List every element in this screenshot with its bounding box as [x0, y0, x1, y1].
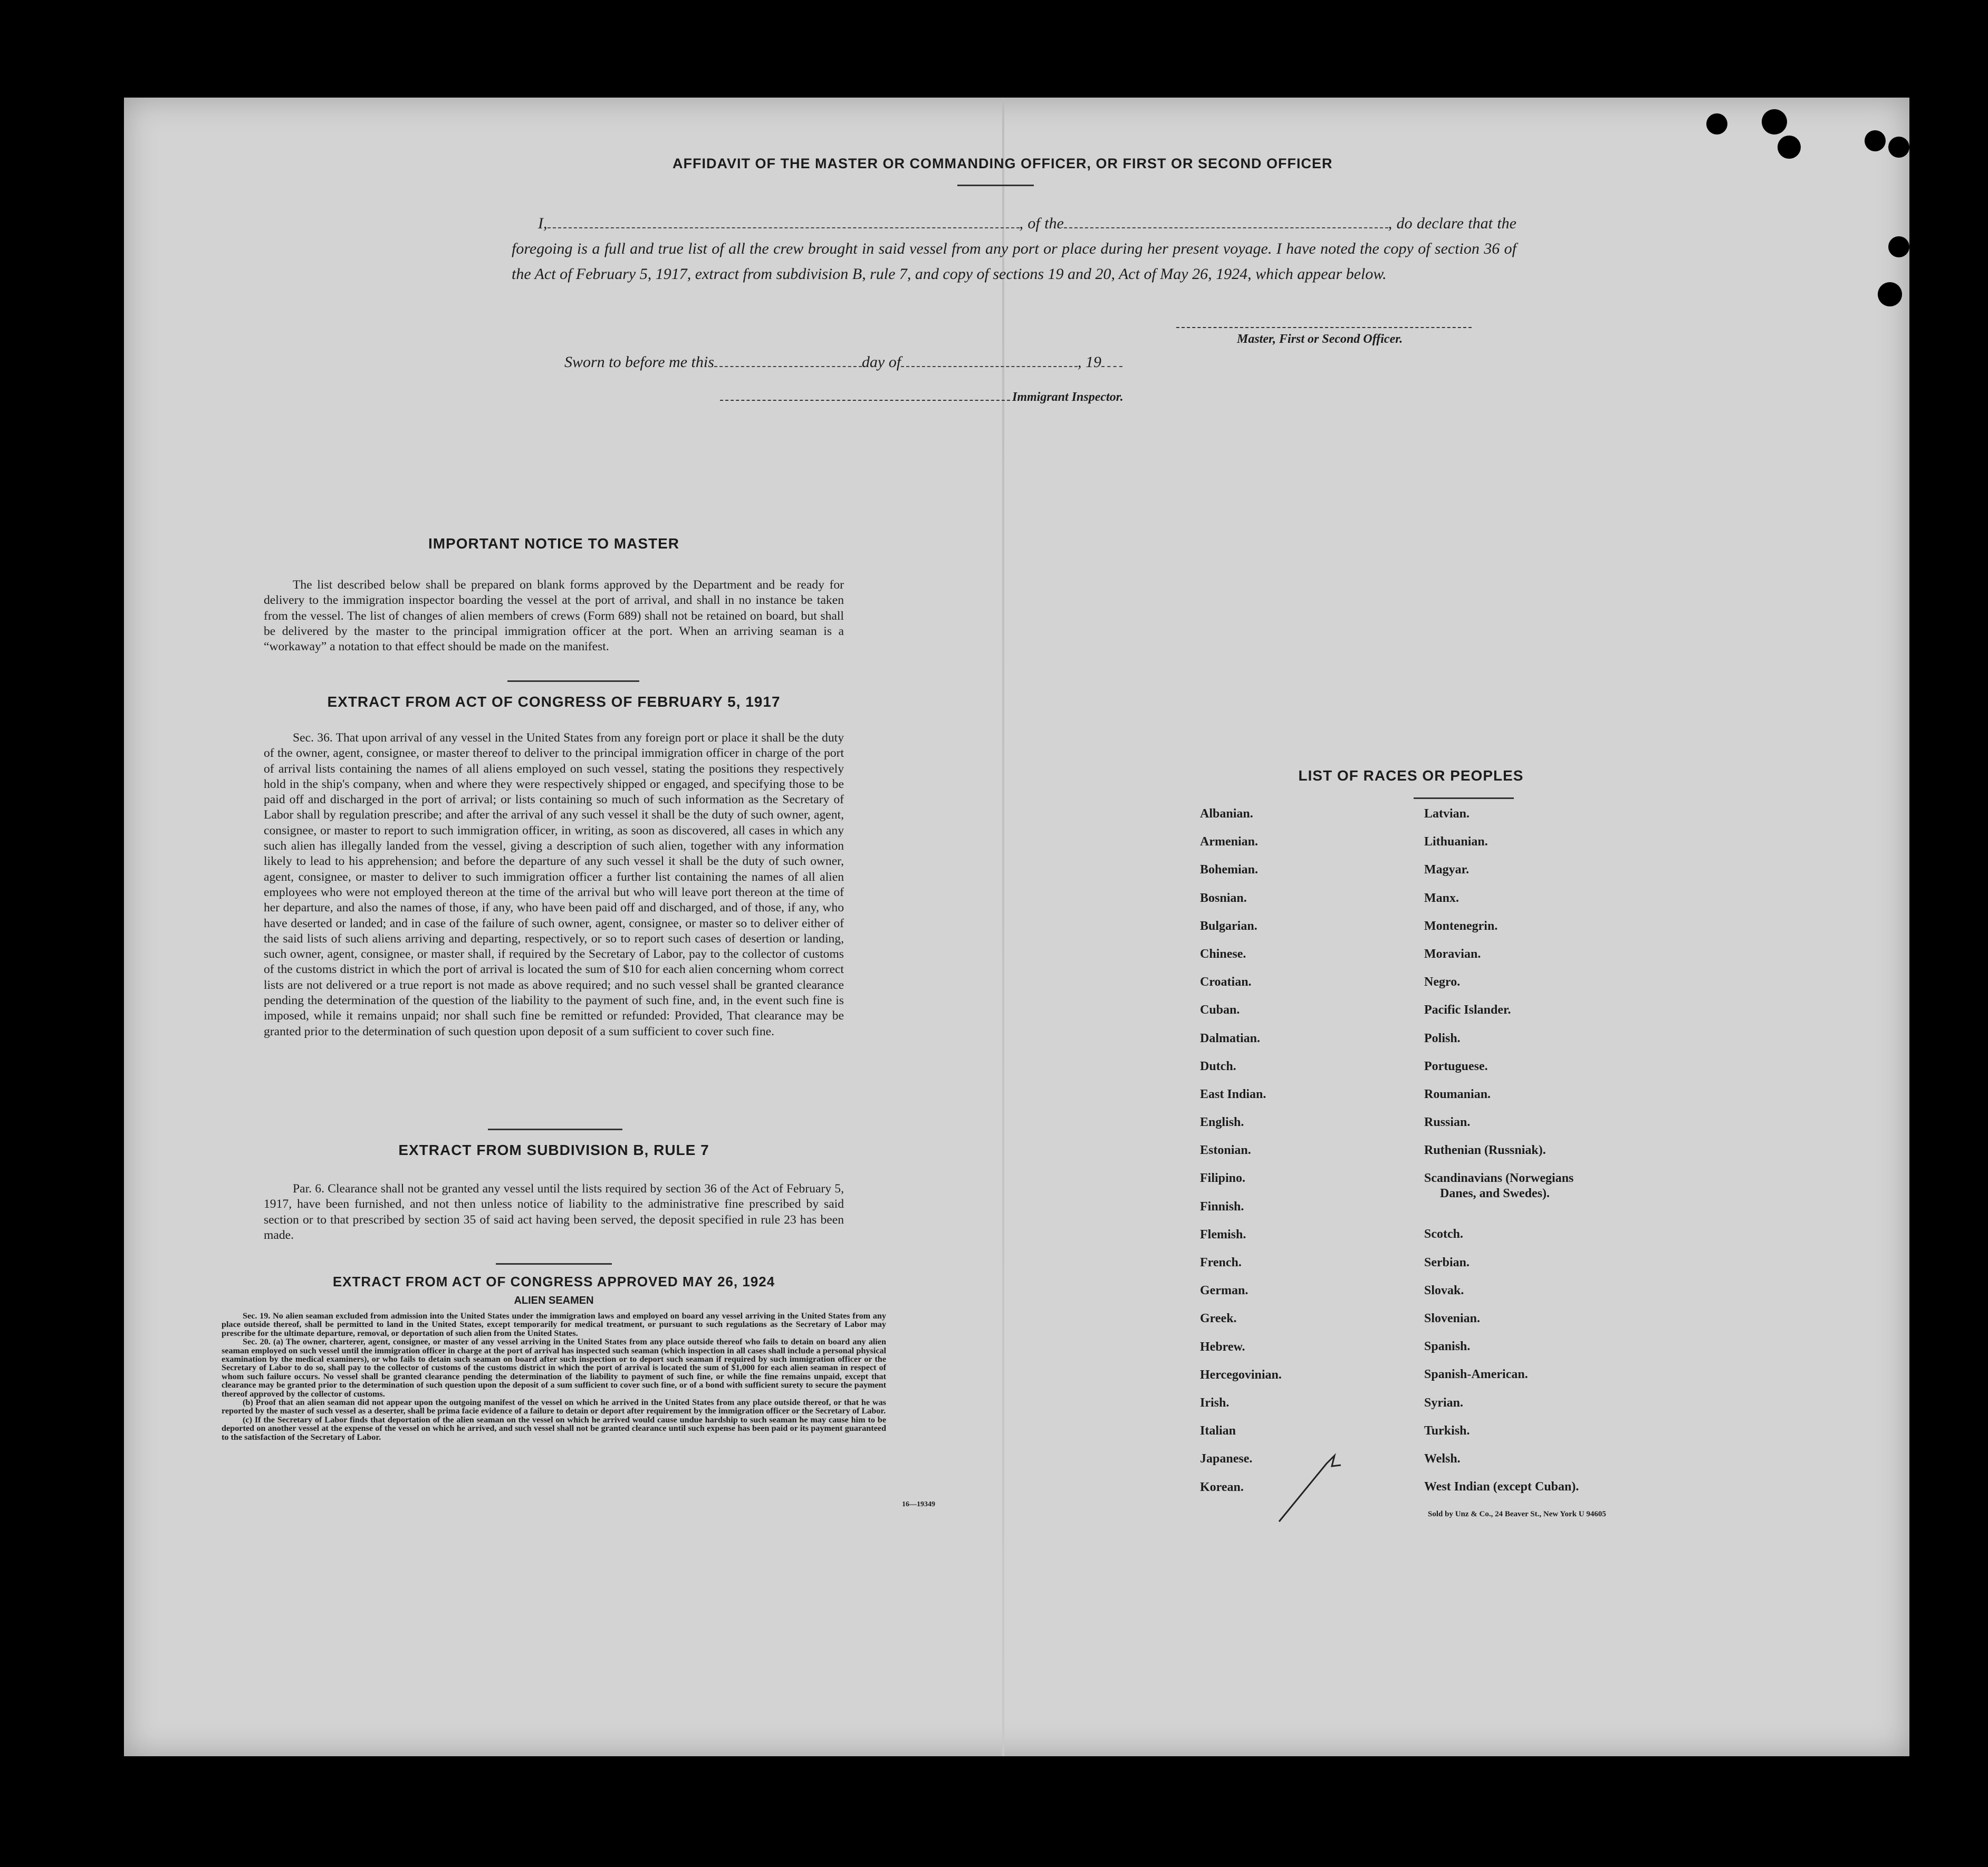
- race-item: Irish.: [1200, 1396, 1230, 1410]
- pen-mark: [1276, 1435, 1350, 1524]
- race-item: French.: [1200, 1256, 1242, 1269]
- punch-hole: [1947, 1179, 1973, 1204]
- name-field[interactable]: [548, 216, 1020, 228]
- section-rule: [488, 1129, 622, 1130]
- rule7-body: Par. 6. Clearance shall not be granted any vessel until the lists required by section 36 of the Act of February 5, 1917, have been furnished, and not then unless notice of liability to the administrative fine prescribed by said section or to that prescribed by section 35 of said act having been served, the deposit specified in rule 23 has been made.: [264, 1182, 844, 1242]
- race-item: Bosnian.: [1200, 891, 1247, 905]
- year-prefix: , 19: [1078, 353, 1102, 371]
- race-item: Danes, and Swedes).: [1440, 1187, 1550, 1201]
- notice-title: IMPORTANT NOTICE TO MASTER: [428, 535, 680, 552]
- race-item: Serbian.: [1424, 1255, 1470, 1269]
- race-item: Polish.: [1424, 1031, 1461, 1045]
- race-item: Flemish.: [1200, 1227, 1246, 1242]
- race-item: Slovenian.: [1424, 1312, 1481, 1325]
- race-item: Korean.: [1200, 1480, 1244, 1494]
- race-item: Cuban.: [1200, 1003, 1240, 1017]
- alien-seamen-subtitle: ALIEN SEAMEN: [514, 1295, 594, 1306]
- punch-hole: [1947, 688, 1973, 714]
- section-rule: [507, 680, 639, 682]
- title-rule: [957, 185, 1034, 186]
- decl-do-declare: , do declare: [1388, 215, 1464, 232]
- race-item: Dutch.: [1200, 1059, 1236, 1073]
- declaration-text: that the foregoing is a full and true list of all the crew brought in said vessel from any port or place during her present voyage. I have noted the copy of section 36 of the Act of February 5, 1917, extract from subdivision B, rule 7, and copy of sections 19 and 20, Act of May 26, 1924, which appear below.: [512, 215, 1516, 283]
- race-item: Turkish.: [1424, 1423, 1470, 1438]
- races-left-column: [1200, 807, 1369, 1508]
- race-item: Magyar.: [1424, 863, 1470, 877]
- punch-hole: [1888, 137, 1909, 158]
- section-rule: [496, 1263, 612, 1265]
- notice-body: The list described below shall be prepared on blank forms approved by the Department and be ready for delivery to the immigration inspector boarding the vessel at the port of arrival, and shall in no instance be taken from the vessel. The list of changes of alien members of crews (Form 689) shall not be retained on board, but shall be delivered by the master to the principal immigration officer at the port. When an arriving seaman is a “workaway” a notation to that effect should be made on the manifest.: [264, 578, 844, 654]
- punch-hole: [1924, 187, 1947, 210]
- punch-hole: [1947, 1250, 1973, 1275]
- sold-by-imprint: Sold by Unz & Co., 24 Beaver St., New York U 94605: [1428, 1510, 1606, 1518]
- race-item: Croatian.: [1200, 975, 1252, 989]
- race-item: Greek.: [1200, 1312, 1237, 1326]
- decl-i: I,: [538, 215, 548, 232]
- inspector-caption: Immigrant Inspector.: [1012, 390, 1123, 404]
- declaration: [512, 211, 1516, 287]
- race-item: Hebrew.: [1200, 1340, 1245, 1354]
- inspector-line: [720, 390, 1123, 405]
- punch-hole: [1762, 109, 1787, 134]
- extract-1917-body: Sec. 36. That upon arrival of any vessel in the United States from any foreign port or place it shall be the duty of the owner, agent, consignee, or master thereof to deliver to the principal immigration officer in charge of the port of arrival lists containing the names of all aliens employed on such vessel, stating the positions they respectively hold in the ship's company, when and where they were respectively shipped or engaged, and specifying those to be paid off and discharged in the port of arrival; or lists containing so much of such information as the Secretary of Labor shall by regulation prescribe; and after the arrival of any such vessel it shall be the duty of such owner, agent, consignee, or master to report to such immigration officer, in writing, as soon as discovered, all cases in which any such alien has illegally landed from the vessel, giving a description of such alien, together with any information likely to lead to his apprehension; and before the departure of any such vessel it shall be the duty of such owner, agent, consignee, or master to deliver to such immigration officer a further list containing the names of all alien employees who were not employed thereon at the time of the arrival but who will leave port thereon at the time of her departure, and also the names of those, if any, who have been paid off and discharged, and of those, if any, who have deserted or landed; and in case of the failure of such owner, agent, consignee, or master so to deliver either of the said lists of such aliens arriving and departing, respectively, or so to report such cases of desertion or landing, such owner, agent, consignee, or master shall, if required by the Secretary of Labor, pay to the collector of customs of the customs district in which the port of arrival is located the sum of $10 for each alien concerning whom correct lists are not delivered or a true report is not made as above required; and no such vessel shall be granted clearance pending the determination of the question of the liability to the payment of such fine, and, in the event such fine is imposed, while it remains unpaid; nor shall such fine be remitted or refunded: Provided, That clearance may be granted prior to the determination of such question upon deposit of a sum sufficient to cover such fine.: [264, 731, 844, 1038]
- rule7-title: EXTRACT FROM SUBDIVISION B, RULE 7: [398, 1142, 709, 1158]
- sworn-line: [564, 353, 1122, 371]
- race-item: Chinese.: [1200, 947, 1246, 961]
- races-right-column: [1424, 807, 1656, 1508]
- vessel-field[interactable]: [1064, 216, 1388, 228]
- race-item: Russian.: [1424, 1115, 1471, 1130]
- extract-1917-title: EXTRACT FROM ACT OF CONGRESS OF FEBRUARY 5, 1917: [327, 694, 781, 710]
- race-item: German.: [1200, 1284, 1248, 1298]
- race-item: Filipino.: [1200, 1171, 1246, 1186]
- extract-1924-title: EXTRACT FROM ACT OF CONGRESS APPROVED MAY 26, 1924: [332, 1274, 775, 1289]
- races-title: LIST OF RACES OR PEOPLES: [1298, 767, 1524, 784]
- rule7-text: [264, 1181, 844, 1243]
- month-field[interactable]: [901, 355, 1078, 367]
- document-sheet: [124, 98, 1909, 1756]
- race-item: Spanish-American.: [1424, 1368, 1528, 1382]
- race-item: Latvian.: [1424, 807, 1470, 821]
- master-signature-line[interactable]: [1176, 327, 1472, 328]
- race-item: Welsh.: [1424, 1451, 1461, 1466]
- punch-hole: [1888, 236, 1909, 257]
- center-fold: [1002, 98, 1004, 1756]
- race-item: Italian: [1200, 1424, 1236, 1438]
- race-item: Roumanian.: [1424, 1087, 1491, 1101]
- sec20c-text: (c) If the Secretary of Labor finds that deportation of the alien seaman on the vessel on which he arrived would cause undue hardship to such seaman he may cause him to be deported on another vessel at the expense of the vessel on which he arrived, and such vessel shall not be granted clearance until such expense has been paid or its payment guaranteed to the satisfaction of the Secretary of Labor.: [222, 1414, 886, 1442]
- punch-hole: [1947, 607, 1973, 632]
- extract-1924-text: [222, 1312, 886, 1441]
- race-item: Negro.: [1424, 975, 1461, 989]
- race-item: Dalmatian.: [1200, 1031, 1260, 1045]
- race-item: Ruthenian (Russniak).: [1424, 1143, 1546, 1158]
- sec20a-text: Sec. 20. (a) The owner, charterer, agent, consignee, or master of any vessel arriving in the United States from any place outside thereof who fails to detain on board any alien seaman employed on such vessel until the immigration officer in charge at the port of arrival has inspected such seaman (which inspection in all cases shall include a personal physical examination by the medical examiners), or who fails to detain such seaman on board after such inspection or to deport such seaman if required by such immigration officer or the Secretary of Labor to do so, shall pay to the collector of customs of the customs district in which the port of arrival is located the sum of $1,000 for each alien seaman in respect of whom such failure occurs. No vessel shall be granted clearance pending the determination of the liability to payment of such fine, or while the fine remains unpaid, except that clearance may be granted prior to the determination of such question upon the deposit of a sum sufficient to cover such fine, or of a bond with sufficient surety to secure the payment thereof approved by the collector of customs.: [222, 1337, 886, 1399]
- races-title-rule: [1414, 797, 1514, 799]
- day-field[interactable]: [714, 355, 862, 367]
- year-field[interactable]: [1101, 355, 1122, 367]
- punch-hole: [1706, 113, 1727, 134]
- race-item: Lithuanian.: [1424, 835, 1488, 849]
- punch-hole: [1947, 367, 1973, 392]
- race-item: Pacific Islander.: [1424, 1003, 1511, 1017]
- affidavit-title: AFFIDAVIT OF THE MASTER OR COMMANDING OFFICER, OR FIRST OR SECOND OFFICER: [673, 156, 1333, 171]
- race-item: Japanese.: [1200, 1452, 1253, 1466]
- race-item: Bohemian.: [1200, 863, 1259, 877]
- punch-hole: [1947, 1477, 1973, 1502]
- notice-text: [264, 578, 844, 655]
- race-item: Manx.: [1424, 891, 1459, 905]
- punch-hole: [1943, 295, 1965, 317]
- sworn-text: Sworn to before me this: [564, 353, 714, 371]
- signature-caption: Master, First or Second Officer.: [1237, 332, 1403, 346]
- extract-1917-text: [264, 730, 844, 1040]
- race-item: Montenegrin.: [1424, 919, 1498, 933]
- punch-hole: [1924, 132, 1948, 157]
- race-item: Albanian.: [1200, 807, 1253, 821]
- race-item: Slovak.: [1424, 1283, 1464, 1297]
- race-item: Estonian.: [1200, 1143, 1251, 1158]
- race-item: Hercegovinian.: [1200, 1368, 1282, 1382]
- race-item: Scandinavians (Norwegians: [1424, 1171, 1574, 1186]
- race-item: Syrian.: [1424, 1396, 1464, 1410]
- decl-of-the: , of the: [1019, 215, 1064, 232]
- sec19-text: Sec. 19. No alien seaman excluded from admission into the United States under the immigration laws and employed on board any vessel arriving in the United States from any place outside thereof, shall be permitted to land in the United States, except temporarily for medical treatment, or pursuant to such regulations as the Secretary of Labor may prescribe for the ultimate departure, removal, or deportation of such alien from the United States.: [222, 1311, 886, 1338]
- sec20b-text: (b) Proof that an alien seaman did not appear upon the outgoing manifest of the vessel on which he arrived in the United States from any place outside thereof, or that he was reported by the master of such vessel as a deserter, shall be prima facie evidence of a failure to detain or deport after requirement by the immigration officer or the Secretary of Labor.: [222, 1398, 886, 1416]
- inspector-signature-field[interactable]: [720, 400, 1010, 401]
- race-item: Finnish.: [1200, 1199, 1244, 1214]
- race-item: Bulgarian.: [1200, 919, 1257, 933]
- day-of-text: day of: [861, 353, 901, 371]
- race-item: Armenian.: [1200, 835, 1258, 849]
- punch-hole: [1878, 282, 1902, 306]
- form-number: 16—19349: [902, 1500, 935, 1508]
- race-item: West Indian (except Cuban).: [1424, 1480, 1579, 1494]
- race-item: Spanish.: [1424, 1340, 1471, 1354]
- race-item: Moravian.: [1424, 947, 1481, 961]
- race-item: Scotch.: [1424, 1227, 1463, 1242]
- race-item: Portuguese.: [1424, 1059, 1488, 1073]
- race-item: East Indian.: [1200, 1087, 1266, 1101]
- race-item: English.: [1200, 1115, 1244, 1130]
- punch-hole: [1947, 1548, 1973, 1573]
- punch-hole: [1865, 130, 1886, 151]
- punch-hole: [1778, 136, 1801, 159]
